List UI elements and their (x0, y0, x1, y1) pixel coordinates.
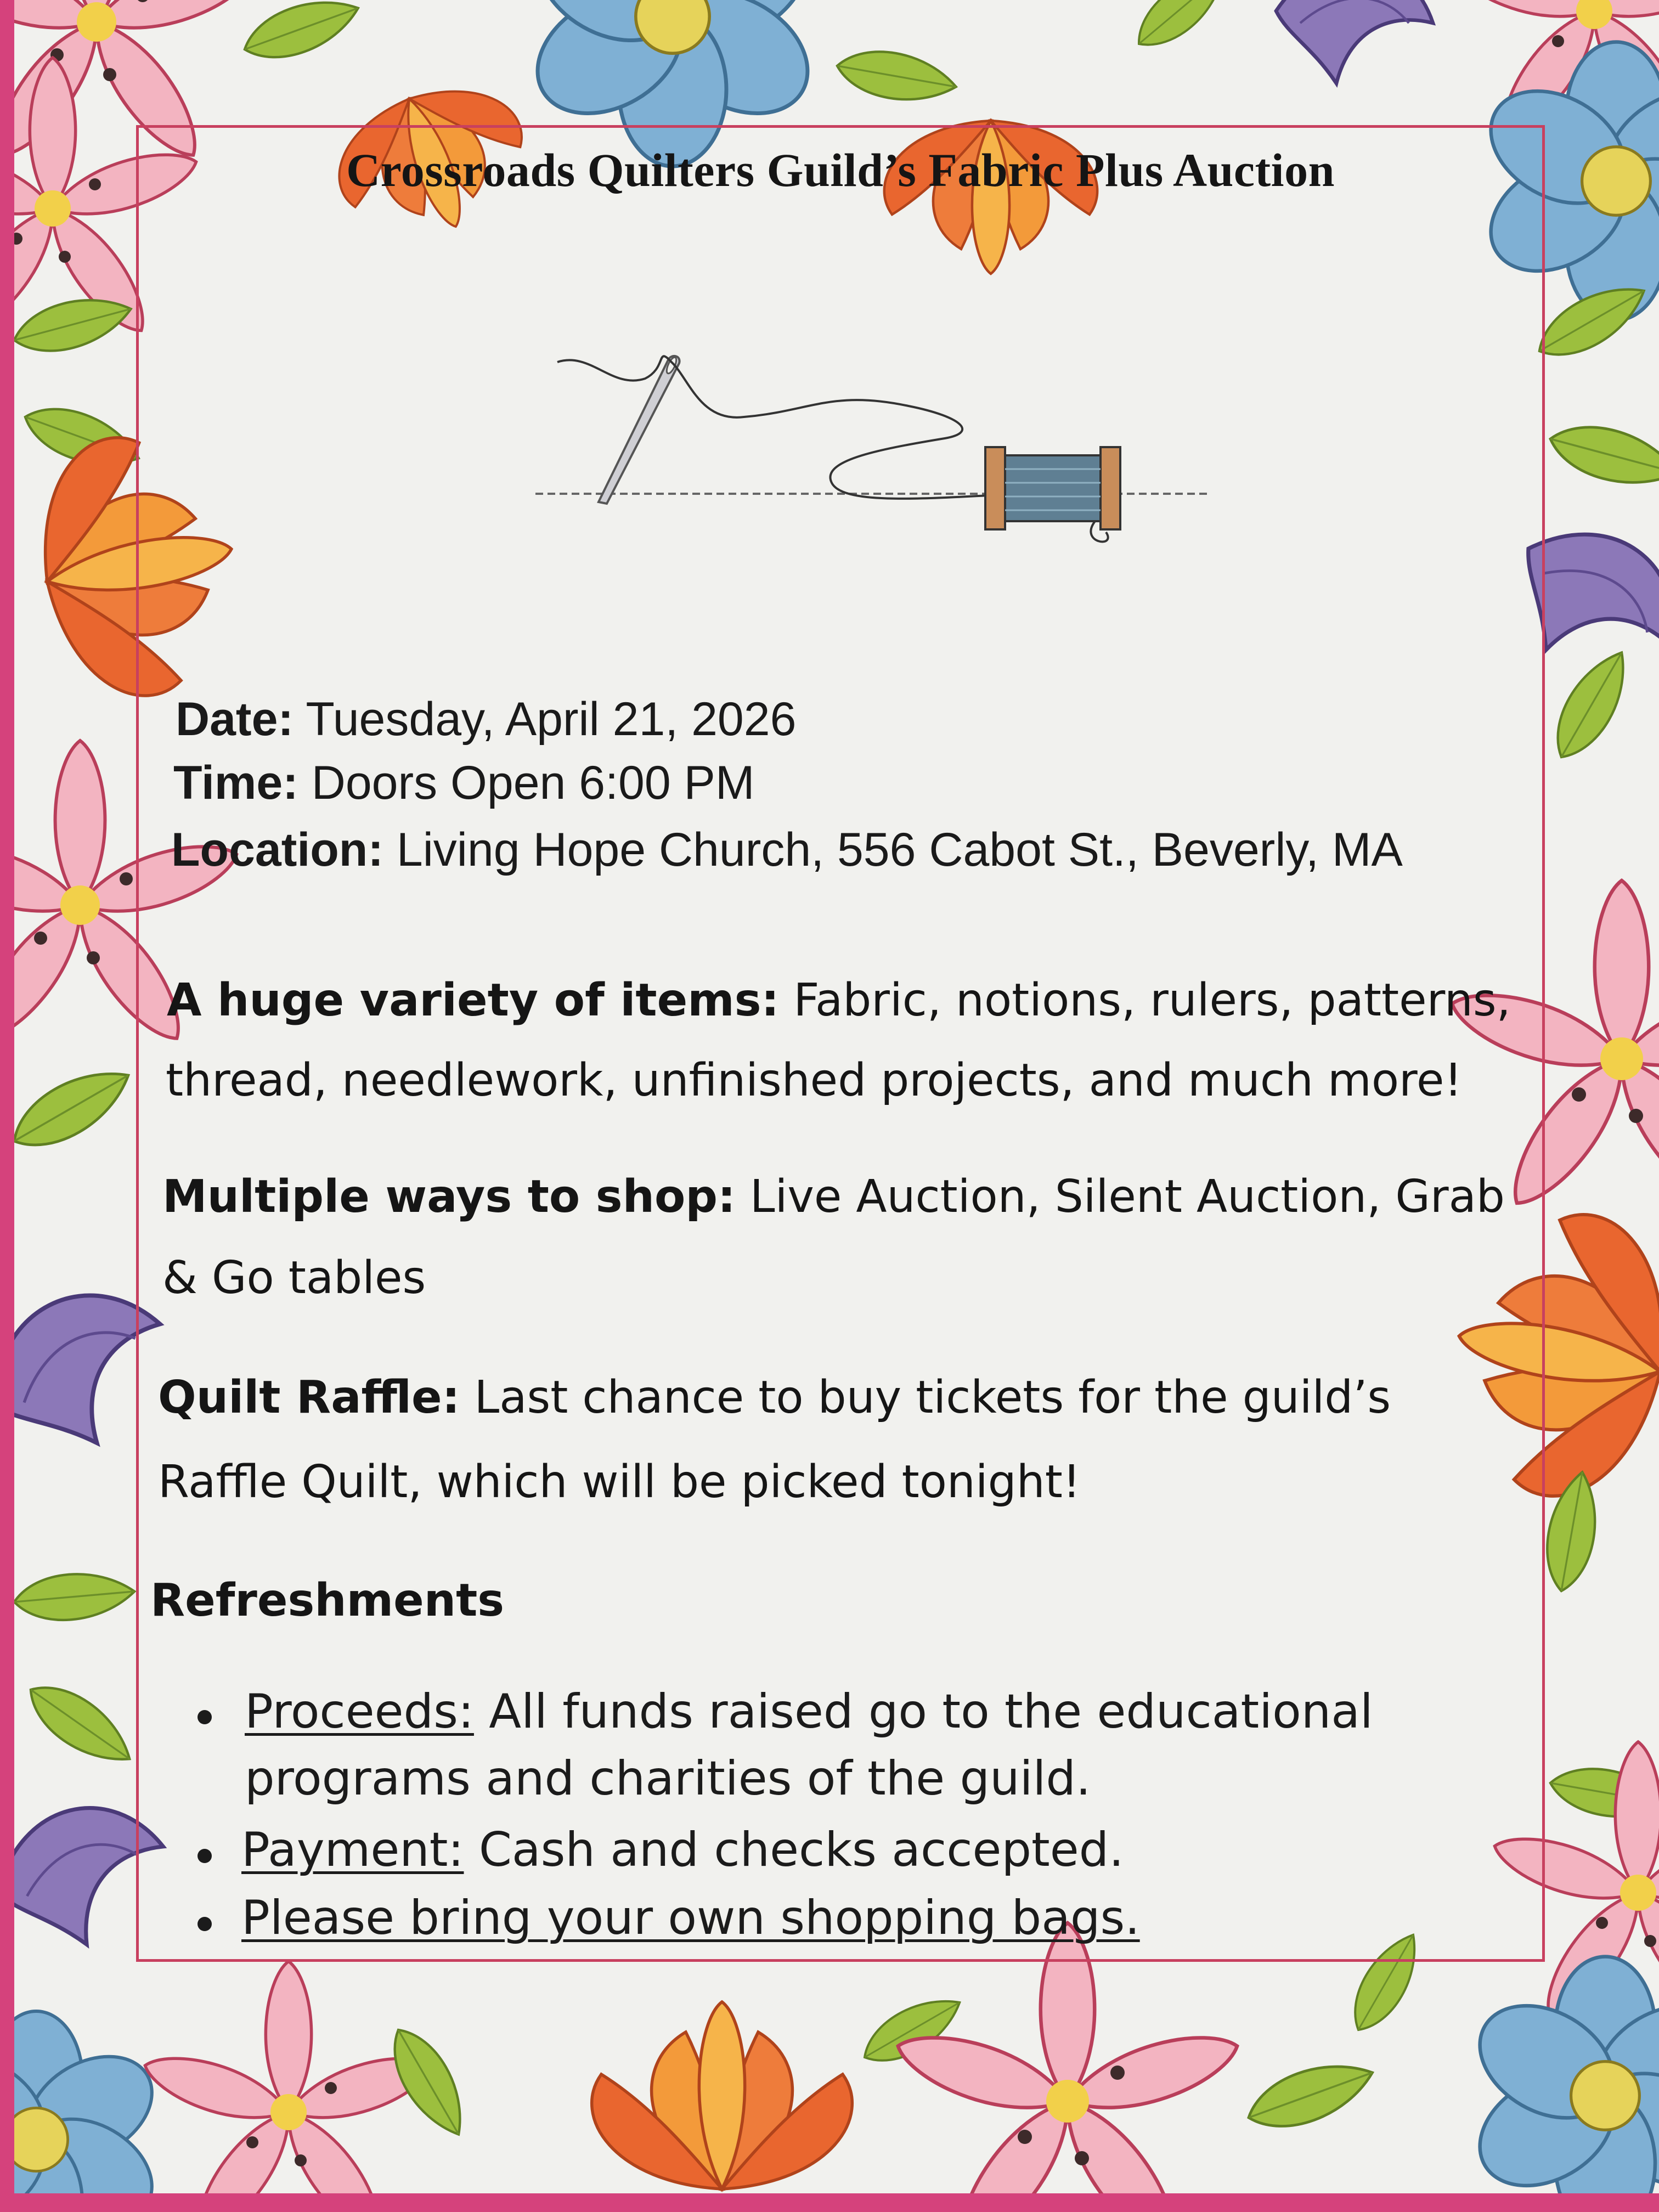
items-line-2: thread, needlework, unfinished projects, and much more! (166, 1054, 1463, 1107)
shop-label: Multiple ways to shop: (162, 1171, 736, 1223)
bullet-proceeds-line-2: programs and charities of the guild. (245, 1751, 1091, 1806)
proceeds-label: Proceeds: (245, 1684, 474, 1739)
time-label: Time: (173, 757, 298, 809)
bullet-shopping-bags (241, 1891, 1140, 1945)
refreshments-heading: Refreshments (150, 1575, 505, 1627)
raffle-label: Quilt Raffle: (158, 1372, 460, 1424)
items-label: A huge variety of items: (167, 974, 780, 1026)
flyer-sheet (14, 0, 1659, 2193)
bullet-proceeds-line-1 (245, 1684, 1373, 1739)
shop-line-2: & Go tables (162, 1252, 426, 1304)
flyer-title: Crossroads Quilters Guild’s Fabric Plus Auction (346, 144, 1335, 196)
items-line-1 (167, 974, 1511, 1026)
items-text: Fabric, notions, rulers, patterns, (779, 974, 1511, 1026)
date-value: Tuesday, April 21, 2026 (294, 693, 797, 746)
date-line (176, 692, 796, 747)
shop-line-1 (162, 1171, 1505, 1223)
time-value: Doors Open 6:00 PM (298, 757, 755, 809)
payment-text: Cash and checks accepted. (464, 1822, 1124, 1877)
location-line (171, 823, 1403, 877)
raffle-text: Last chance to buy tickets for the guild’s (460, 1372, 1391, 1424)
shop-text: Live Auction, Silent Auction, Grab (735, 1171, 1505, 1223)
raffle-line-2: Raffle Quilt, which will be picked tonight! (158, 1456, 1081, 1508)
payment-label: Payment: (241, 1822, 464, 1877)
needle-and-thread-spool-icon (524, 329, 1221, 560)
bullet-dot (198, 1917, 212, 1931)
proceeds-text: All funds raised go to the educational (473, 1684, 1373, 1739)
bullet-dot (198, 1849, 212, 1863)
bullet-dot (198, 1710, 212, 1724)
location-value: Living Hope Church, 556 Cabot St., Beverly, MA (383, 823, 1403, 876)
date-label: Date: (176, 693, 294, 746)
raffle-line-1 (158, 1372, 1391, 1424)
location-label: Location: (171, 823, 383, 876)
time-line (173, 756, 755, 810)
bullet-payment (241, 1822, 1124, 1877)
shopping-bags-text: Please bring your own shopping bags. (241, 1891, 1140, 1945)
